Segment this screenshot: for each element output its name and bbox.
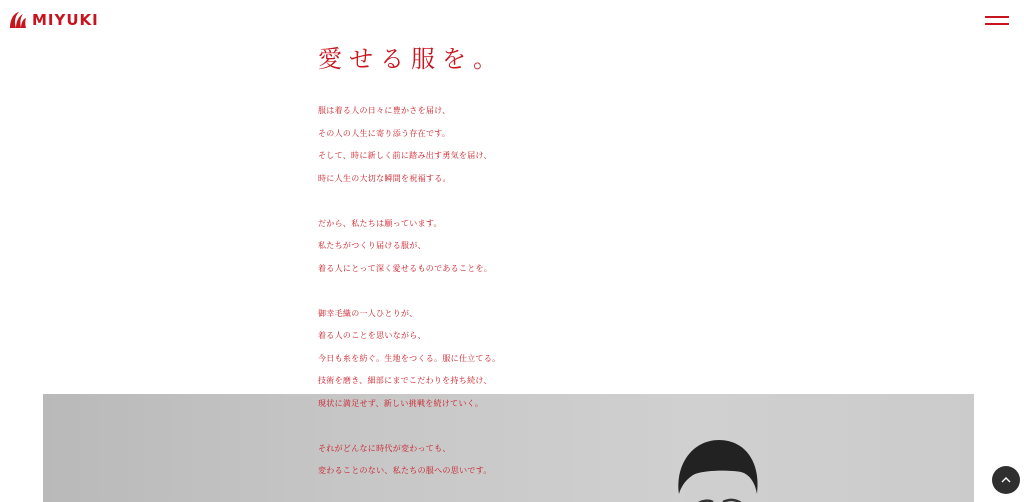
brand-logo[interactable] xyxy=(8,10,99,30)
text-line: 現状に満足せず、新しい挑戦を続けていく。 xyxy=(318,398,484,408)
hamburger-menu-button[interactable] xyxy=(985,13,1011,29)
scroll-to-top-button[interactable] xyxy=(992,466,1020,494)
paragraph xyxy=(318,100,500,190)
text-line: 今日も糸を紡ぐ。生地をつくる。服に仕立てる。 xyxy=(318,353,501,363)
text-line: 服は着る人の日々に豊かさを届け、 xyxy=(318,106,451,115)
chevron-up-icon xyxy=(1000,474,1012,486)
text-line: そして、時に新しく前に踏み出す勇気を届け、 xyxy=(318,151,492,160)
text-line: 時に人生の大切な瞬間を祝福する。 xyxy=(318,173,451,183)
page-headline: 愛せる服を。 xyxy=(318,45,504,73)
main-content xyxy=(318,42,678,475)
paragraph xyxy=(318,303,500,416)
miyuki-logo-icon xyxy=(8,10,28,30)
text-line: 変わることのない、私たちの服への思いです。 xyxy=(318,466,492,475)
hero-photo xyxy=(43,394,974,502)
text-line: 着る人のことを思いながら、 xyxy=(318,331,426,340)
text-line: それがどんなに時代が変わっても、 xyxy=(318,443,451,453)
message-body xyxy=(318,100,500,502)
paragraph xyxy=(318,213,500,281)
menu-bar-bottom xyxy=(985,23,1009,25)
text-line: だから、私たちは願っています。 xyxy=(318,218,442,228)
paragraph xyxy=(318,438,500,483)
text-line: その人の人生に寄り添う存在です。 xyxy=(318,128,451,138)
text-line: 着る人にとって深く愛せるものであることを。 xyxy=(318,263,493,273)
person-photo xyxy=(671,434,763,502)
text-line: 私たちがつくり届ける服が、 xyxy=(318,241,426,250)
logo-text: MIYUKI xyxy=(32,11,99,29)
text-line: 技術を磨き、細部にまでこだわりを持ち続け、 xyxy=(318,376,492,385)
menu-bar-top xyxy=(985,16,1009,18)
text-line: 御幸毛織の一人ひとりが、 xyxy=(318,308,418,318)
